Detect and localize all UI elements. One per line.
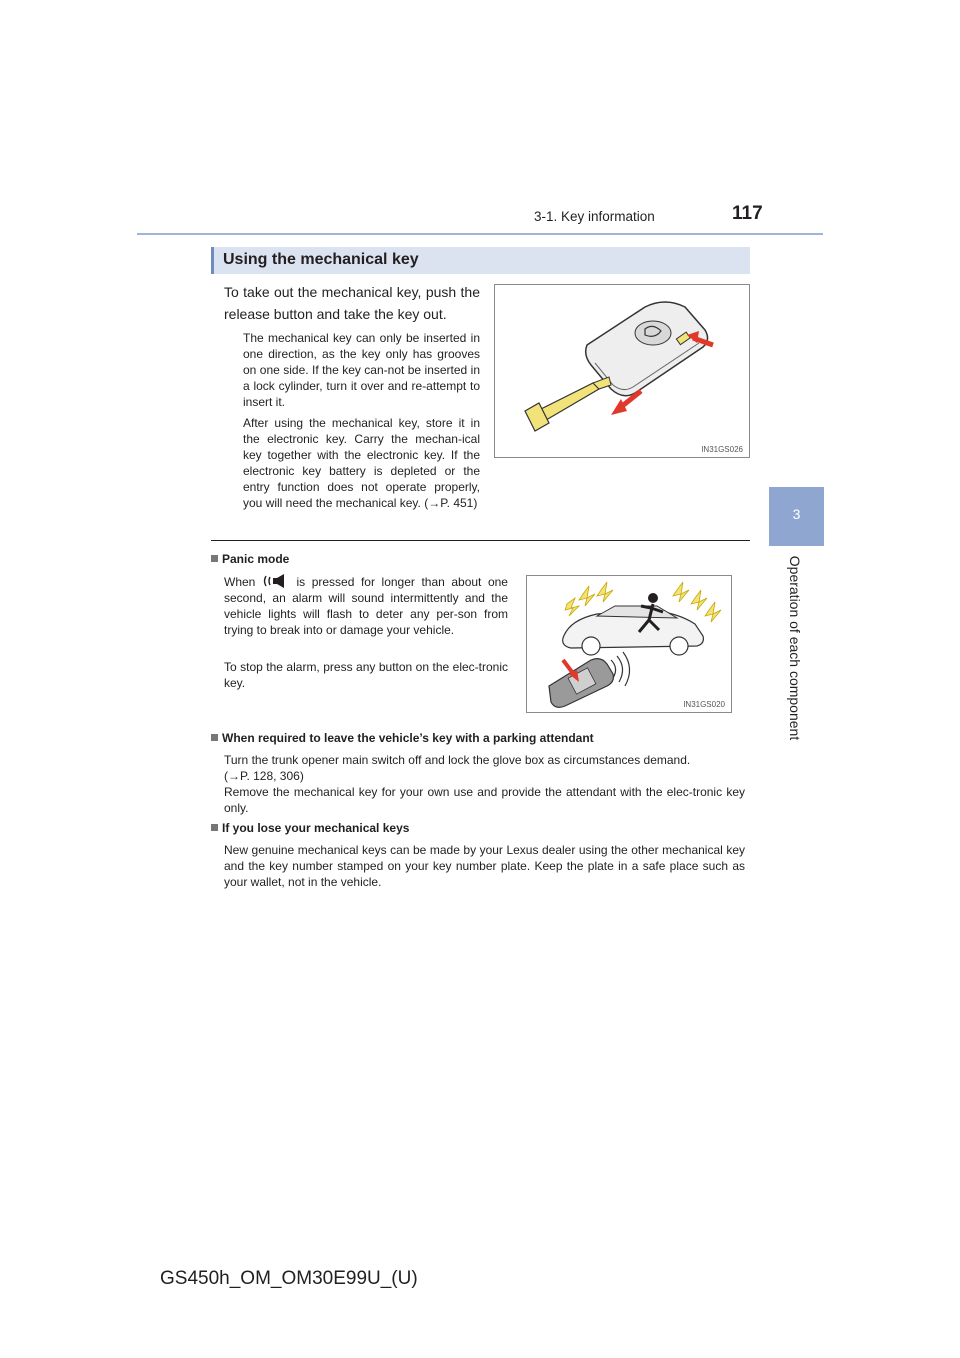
mechanical-key-illustration bbox=[494, 284, 750, 458]
bullet-square-icon bbox=[211, 555, 218, 562]
section-divider bbox=[211, 540, 750, 541]
panic-mode-stop-text: To stop the alarm, press any button on the elec-tronic key. bbox=[224, 660, 508, 690]
intro-paragraph: To take out the mechanical key, push the release button and take the key out. bbox=[224, 284, 480, 322]
lose-keys-heading: If you lose your mechanical keys bbox=[211, 821, 409, 835]
note-paragraph-1: The mechanical key can only be inserted in one direction, as the key only has grooves on one side. If the key can-not be inserted in a lock cylinder, turn it over and re-attempt to insert it. bbox=[243, 331, 480, 409]
attendant-text-2: Remove the mechanical key for your own use and provide the attendant with the elec-tronic key only. bbox=[224, 785, 745, 815]
lose-keys-text: New genuine mechanical keys can be made by your Lexus dealer using the other mechanical key and the key number stamped on your key number plate. Keep the plate in a safe place such as your wallet, not in the vehicle. bbox=[224, 843, 745, 889]
figure-code: IN31GS020 bbox=[683, 700, 725, 709]
note-paragraph-2: After using the mechanical key, store it in the electronic key. Carry the mechan-ical key together with the electronic key. If the electronic key battery is depleted or the entry function does not operate properly, you will need the mechanical key. (→P. 451) bbox=[243, 416, 480, 510]
panic-mode-heading: Panic mode bbox=[211, 552, 289, 566]
bullet-square-icon bbox=[211, 824, 218, 831]
panic-mode-drawing bbox=[527, 576, 731, 712]
chapter-title: Operation of each component bbox=[787, 555, 803, 741]
attendant-page-reference: (→P. 128, 306) bbox=[224, 769, 304, 783]
page-number: 117 bbox=[732, 203, 763, 224]
panic-mode-illustration bbox=[526, 575, 732, 713]
header-rule bbox=[137, 233, 823, 235]
figure-code: IN31GS026 bbox=[701, 445, 743, 454]
document-code: GS450h_OM_OM30E99U_(U) bbox=[160, 1268, 418, 1289]
header-section-title: 3-1. Key information bbox=[534, 209, 655, 224]
section-title: Using the mechanical key bbox=[223, 251, 419, 268]
mechanical-key-drawing bbox=[495, 285, 749, 457]
bullet-square-icon bbox=[211, 734, 218, 741]
attendant-heading: When required to leave the vehicle’s key with a parking attendant bbox=[211, 731, 594, 745]
chapter-tab: 3 bbox=[769, 487, 824, 546]
attendant-text-1: Turn the trunk opener main switch off and lock the glove box as circumstances demand. bbox=[224, 753, 691, 767]
panic-button-icon bbox=[262, 574, 290, 588]
panic-mode-text: When is pressed for longer than about one second, an alarm will sound intermittently and the vehicle lights will flash to deter any per-son from trying to break into or damage your vehicle. bbox=[224, 575, 508, 637]
